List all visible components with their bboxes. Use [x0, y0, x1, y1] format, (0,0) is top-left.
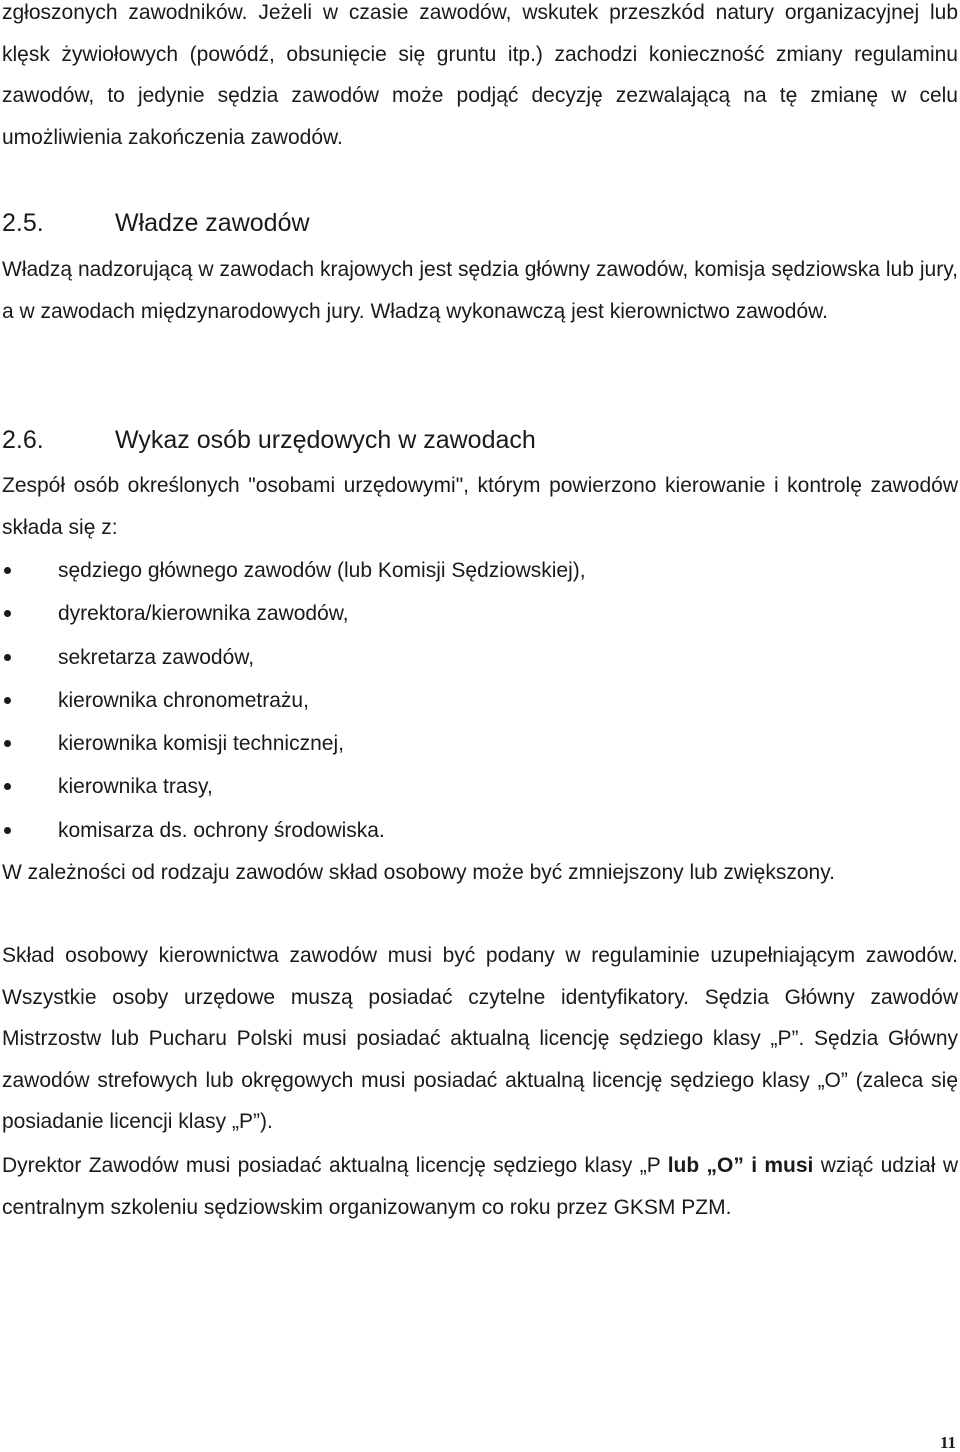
list-item: kierownika trasy, — [0, 765, 960, 808]
director-requirements-paragraph: Dyrektor Zawodów musi posiadać aktualną licencję sędziego klasy „P lub „O” i musi wziąć udział w centralnym szkoleniu sędziowskim organizowanym co roku przez GKSM PZM. — [2, 1154, 958, 1219]
list-item: sekretarza zawodów, — [0, 636, 960, 679]
bullet-icon — [4, 697, 11, 704]
bullet-icon — [4, 610, 11, 617]
bullet-icon — [4, 827, 11, 834]
bullet-icon — [4, 654, 11, 661]
list-item: kierownika komisji technicznej, — [0, 722, 960, 765]
section-number: 2.5. — [2, 209, 44, 237]
bullet-icon — [4, 567, 11, 574]
section-title: Wykaz osób urzędowych w zawodach — [115, 426, 536, 454]
official-persons-list — [0, 549, 960, 852]
section-2-5-paragraph: Władzą nadzorującą w zawodach krajowych jest sędzia główny zawodów, komisja sędziowska lub jury, a w zawodach międzynarodowych jury. Władzą wykonawczą jest kierownictwo zawodów. — [2, 258, 958, 323]
section-heading-2-5 — [2, 207, 310, 239]
list-item: komisarza ds. ochrony środowiska. — [0, 809, 960, 852]
bullet-icon — [4, 740, 11, 747]
officials-requirements-paragraph: Skład osobowy kierownictwa zawodów musi być podany w regulaminie uzupełniającym zawodów. Wszystkie osoby urzędowe muszą posiadać czytelne identyfikatory. Sędzia Główny zawodów Mistrzostw lub Pucharu Polski musi posiadać aktualną licencję sędziego klasy „P”. Sędzia Główny zawodów strefowych lub okręgowych musi posiadać aktualną licencję sędziego klasy „O” (zaleca się posiadanie licencji klasy „P”). — [2, 944, 958, 1134]
list-item: kierownika chronometrażu, — [0, 679, 960, 722]
page-number: 11 — [939, 1433, 956, 1452]
section-title: Władze zawodów — [115, 209, 310, 237]
list-item: sędziego głównego zawodów (lub Komisji Sędziowskiej), — [0, 549, 960, 592]
intro-paragraph: zgłoszonych zawodników. Jeżeli w czasie zawodów, wskutek przeszkód natury organizacyjnej lub klęsk żywiołowych (powódź, obsunięcie się gruntu itp.) zachodzi konieczność zmiany regulaminu zawodów, to jedynie sędzia zawodów może podjąć decyzję zezwalającą na tę zmianę w celu umożliwienia zakończenia zawodów. — [2, 1, 958, 149]
list-item: dyrektora/kierownika zawodów, — [0, 592, 960, 635]
section-2-6-intro: Zespół osób określonych "osobami urzędowymi", którym powierzono kierowanie i kontrolę zawodów składa się z: — [2, 474, 958, 539]
composition-paragraph: W zależności od rodzaju zawodów skład osobowy może być zmniejszony lub zwiększony. — [2, 861, 835, 884]
emphasis-text: lub „O” i musi — [667, 1154, 814, 1177]
section-heading-2-6 — [2, 424, 536, 456]
bullet-icon — [4, 783, 11, 790]
section-number: 2.6. — [2, 426, 44, 454]
